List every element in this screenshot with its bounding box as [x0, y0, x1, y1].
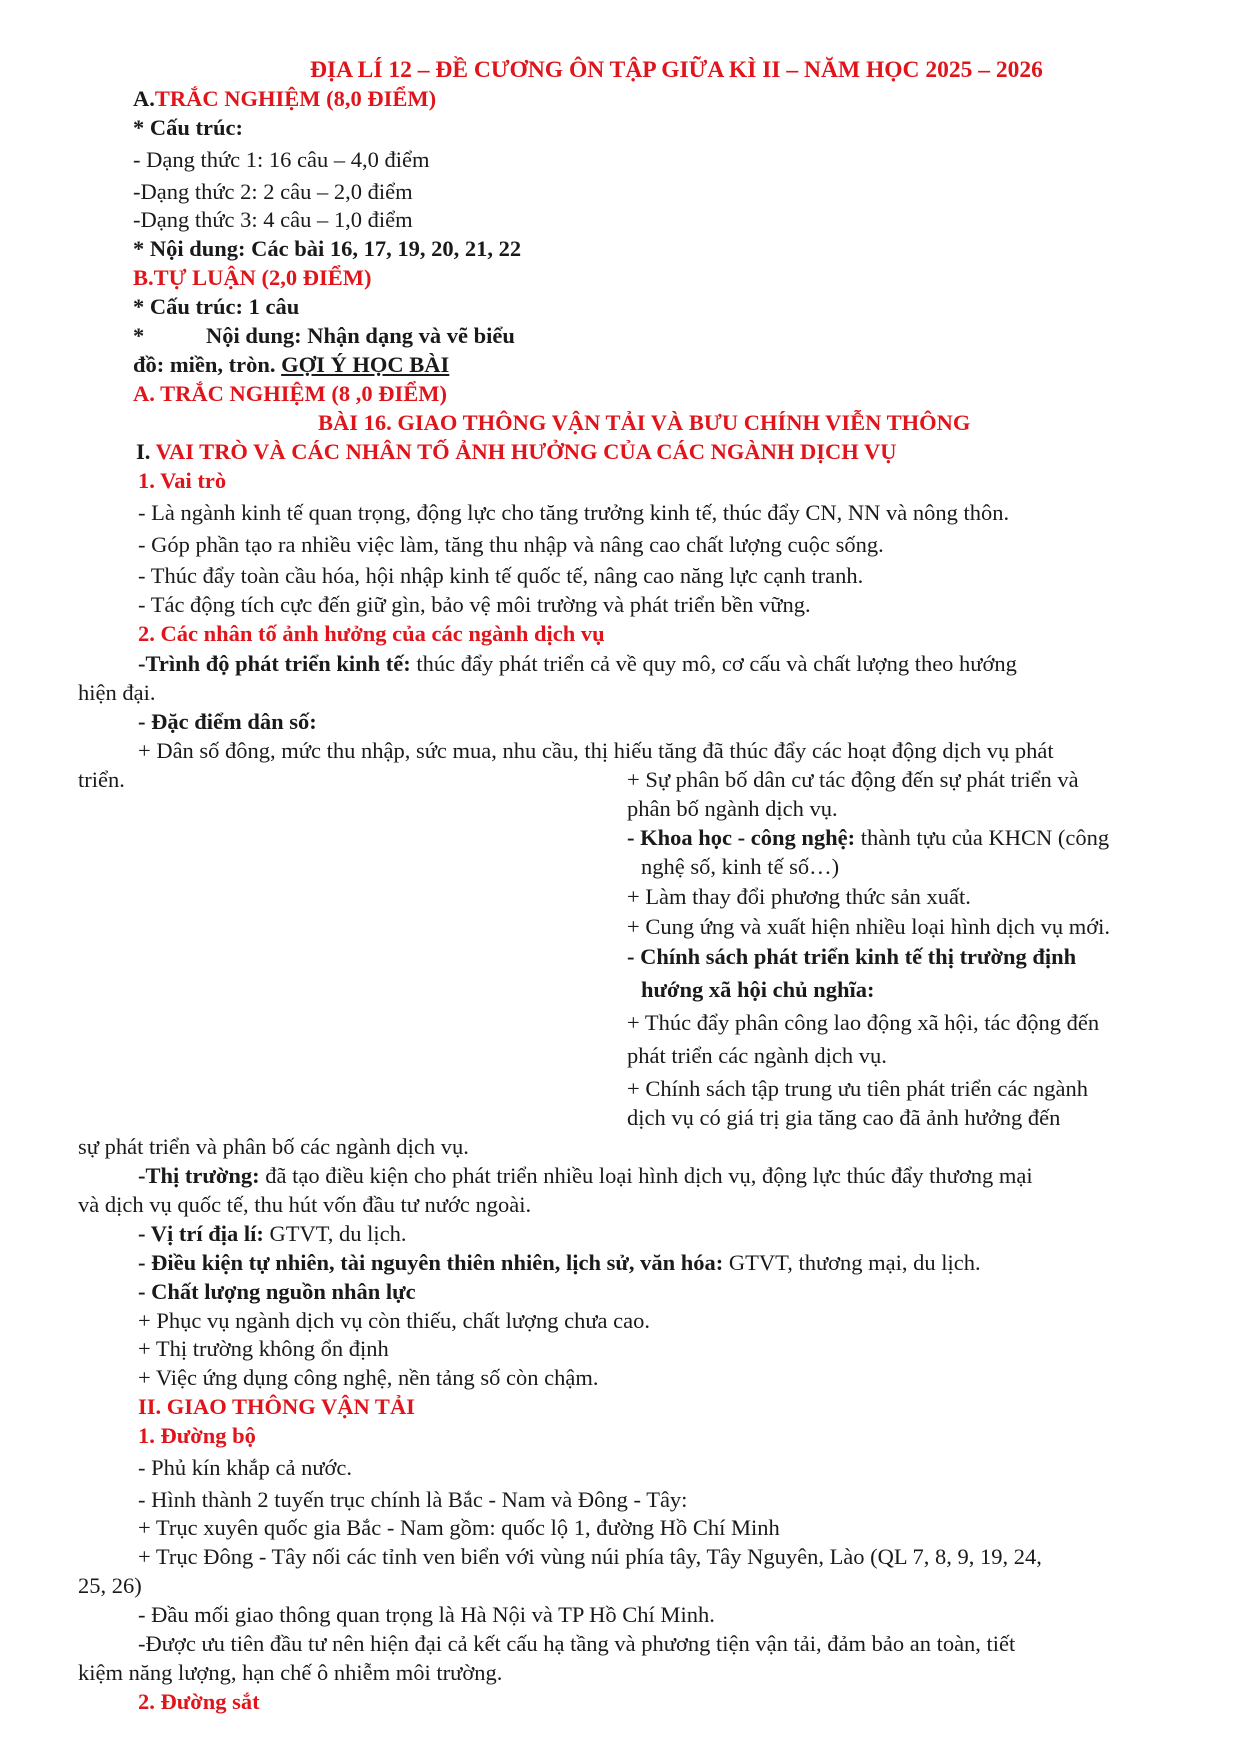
- factor-population-label: - Đặc điểm dân số:: [138, 709, 317, 734]
- part-1-text: VAI TRÒ VÀ CÁC NHÂN TỐ ẢNH HƯỞNG CỦA CÁC NGÀNH DỊCH VỤ: [155, 439, 897, 464]
- part-b-content: Nội dung: Nhận dạng và vẽ biểu: [206, 323, 515, 348]
- rail-heading: 2. Đường sắt: [138, 1689, 260, 1714]
- population-item-2: + Sự phân bố dân cư tác động đến sự phát triển và: [627, 767, 1079, 792]
- part-a-heading: [133, 85, 436, 113]
- section-a-again: A. TRẮC NGHIỆM (8 ,0 ĐIỂM): [133, 381, 447, 406]
- study-hint-heading: GỢI Ý HỌC BÀI: [281, 352, 450, 377]
- population-item-2-cont: phân bố ngành dịch vụ.: [627, 796, 838, 821]
- part-b-heading: B.TỰ LUẬN (2,0 ĐIỂM): [133, 265, 372, 290]
- lesson-16-title: BÀI 16. GIAO THÔNG VẬN TẢI VÀ BƯU CHÍNH VIỄN THÔNG: [318, 410, 971, 435]
- role-item-3: - Thúc đẩy toàn cầu hóa, hội nhập kinh tế quốc tế, nâng cao năng lực cạnh tranh.: [138, 563, 864, 588]
- labor-item-1: + Phục vụ ngành dịch vụ còn thiếu, chất lượng chưa cao.: [138, 1308, 650, 1333]
- factor-location-label: - Vị trí địa lí:: [138, 1221, 264, 1246]
- road-item-4-cont: 25, 26): [78, 1573, 142, 1598]
- format-line-3: -Dạng thức 3: 4 câu – 1,0 điểm: [133, 207, 413, 232]
- labor-item-3: + Việc ứng dụng công nghệ, nền tảng số còn chậm.: [138, 1365, 599, 1390]
- role-item-1: - Là ngành kinh tế quan trọng, động lực cho tăng trưởng kinh tế, thúc đẩy CN, NN và nông thôn.: [138, 500, 1010, 525]
- policy-item-2-cont: dịch vụ có giá trị gia tăng cao đã ảnh hưởng đến: [627, 1105, 1061, 1130]
- factor-nature-label: - Điều kiện tự nhiên, tài nguyên thiên nhiên, lịch sử, văn hóa:: [138, 1250, 724, 1275]
- part-b-structure: * Cấu trúc: 1 câu: [133, 294, 300, 319]
- science-item-2: + Cung ứng và xuất hiện nhiều loại hình dịch vụ mới.: [627, 914, 1110, 939]
- format-line-1: - Dạng thức 1: 16 câu – 4,0 điểm: [133, 147, 430, 172]
- role-heading: 1. Vai trò: [138, 468, 227, 493]
- factor-market: [138, 1162, 1033, 1190]
- road-item-2: - Hình thành 2 tuyến trục chính là Bắc - Nam và Đông - Tây:: [138, 1487, 688, 1512]
- factor-science-cont: nghệ số, kinh tế số…): [641, 854, 840, 879]
- part-b-content-star: *: [133, 323, 145, 348]
- format-line-2: -Dạng thức 2: 2 câu – 2,0 điểm: [133, 179, 413, 204]
- factor-policy-label: - Chính sách phát triển kinh tế thị trường định: [627, 944, 1077, 969]
- factor-labor-label: - Chất lượng nguồn nhân lực: [138, 1279, 416, 1304]
- factor-economy-text: thúc đẩy phát triển cả về quy mô, cơ cấu và chất lượng theo hướng: [416, 651, 1017, 676]
- factor-market-label: -Thị trường:: [138, 1163, 260, 1188]
- factors-heading: 2. Các nhân tố ảnh hưởng của các ngành dịch vụ: [138, 621, 605, 646]
- factor-economy-cont: hiện đại.: [78, 680, 156, 705]
- factor-science: [627, 824, 1109, 852]
- part-a-structure-label: * Cấu trúc:: [133, 115, 243, 140]
- population-item-1-cont: triển.: [78, 767, 125, 792]
- factor-economy: [138, 650, 1017, 678]
- factor-science-text: thành tựu của KHCN (công: [860, 825, 1110, 850]
- part-b-content-cont: [133, 351, 449, 379]
- road-item-6: -Được ưu tiên đầu tư nên hiện đại cả kết cấu hạ tầng và phương tiện vận tải, đảm bảo an toàn, tiết: [138, 1631, 1016, 1656]
- factor-policy-label-cont: hướng xã hội chủ nghĩa:: [641, 977, 875, 1002]
- road-item-5: - Đầu mối giao thông quan trọng là Hà Nội và TP Hồ Chí Minh.: [138, 1602, 715, 1627]
- factor-economy-label: -Trình độ phát triển kinh tế:: [138, 651, 411, 676]
- road-item-4: + Trục Đông - Tây nối các tỉnh ven biển với vùng núi phía tây, Tây Nguyên, Lào (QL 7, 8, 9, 19, 24,: [138, 1544, 1042, 1569]
- factor-location: [138, 1220, 407, 1248]
- part-b-chart-types: đồ: miền, tròn.: [133, 352, 276, 377]
- role-item-2: - Góp phần tạo ra nhiều việc làm, tăng thu nhập và nâng cao chất lượng cuộc sống.: [138, 532, 884, 557]
- factor-science-label: - Khoa học - công nghệ:: [627, 825, 856, 850]
- factor-market-text: đã tạo điều kiện cho phát triển nhiều loại hình dịch vụ, động lực thúc đẩy thương mại: [265, 1163, 1033, 1188]
- factor-nature: [138, 1249, 981, 1277]
- road-heading: 1. Đường bộ: [138, 1423, 256, 1448]
- part-1-title: [136, 438, 897, 466]
- part-2-title: II. GIAO THÔNG VẬN TẢI: [138, 1394, 415, 1419]
- labor-item-2: + Thị trường không ổn định: [138, 1336, 389, 1361]
- policy-item-1: + Thúc đẩy phân công lao động xã hội, tác động đến: [627, 1010, 1100, 1035]
- policy-item-1-cont: phát triển các ngành dịch vụ.: [627, 1043, 887, 1068]
- road-item-1: - Phủ kín khắp cả nước.: [138, 1455, 353, 1480]
- road-item-6-cont: kiệm năng lượng, hạn chế ô nhiễm môi trường.: [78, 1660, 503, 1685]
- factor-market-cont: và dịch vụ quốc tế, thu hút vốn đầu tư nước ngoài.: [78, 1192, 532, 1217]
- part-a-prefix: A.: [133, 86, 155, 111]
- part-1-number: I.: [136, 439, 151, 464]
- factor-location-text: GTVT, du lịch.: [269, 1221, 407, 1246]
- road-item-3: + Trục xuyên quốc gia Bắc - Nam gồm: quốc lộ 1, đường Hồ Chí Minh: [138, 1515, 780, 1540]
- part-a-content: * Nội dung: Các bài 16, 17, 19, 20, 21, 22: [133, 236, 522, 261]
- role-item-4: - Tác động tích cực đến giữ gìn, bảo vệ môi trường và phát triển bền vững.: [138, 592, 811, 617]
- policy-item-2-cont2: sự phát triển và phân bố các ngành dịch vụ.: [78, 1134, 469, 1159]
- science-item-1: + Làm thay đổi phương thức sản xuất.: [627, 884, 971, 909]
- factor-nature-text: GTVT, thương mại, du lịch.: [728, 1250, 981, 1275]
- policy-item-2: + Chính sách tập trung ưu tiên phát triển các ngành: [627, 1076, 1089, 1101]
- document-title: ĐỊA LÍ 12 – ĐỀ CƯƠNG ÔN TẬP GIỮA KÌ II – NĂM HỌC 2025 – 2026: [310, 57, 1043, 83]
- part-a-title: TRẮC NGHIỆM (8,0 ĐIỂM): [154, 86, 437, 111]
- population-item-1: + Dân số đông, mức thu nhập, sức mua, nhu cầu, thị hiếu tăng đã thúc đẩy các hoạt động dịch vụ phát: [138, 738, 1054, 763]
